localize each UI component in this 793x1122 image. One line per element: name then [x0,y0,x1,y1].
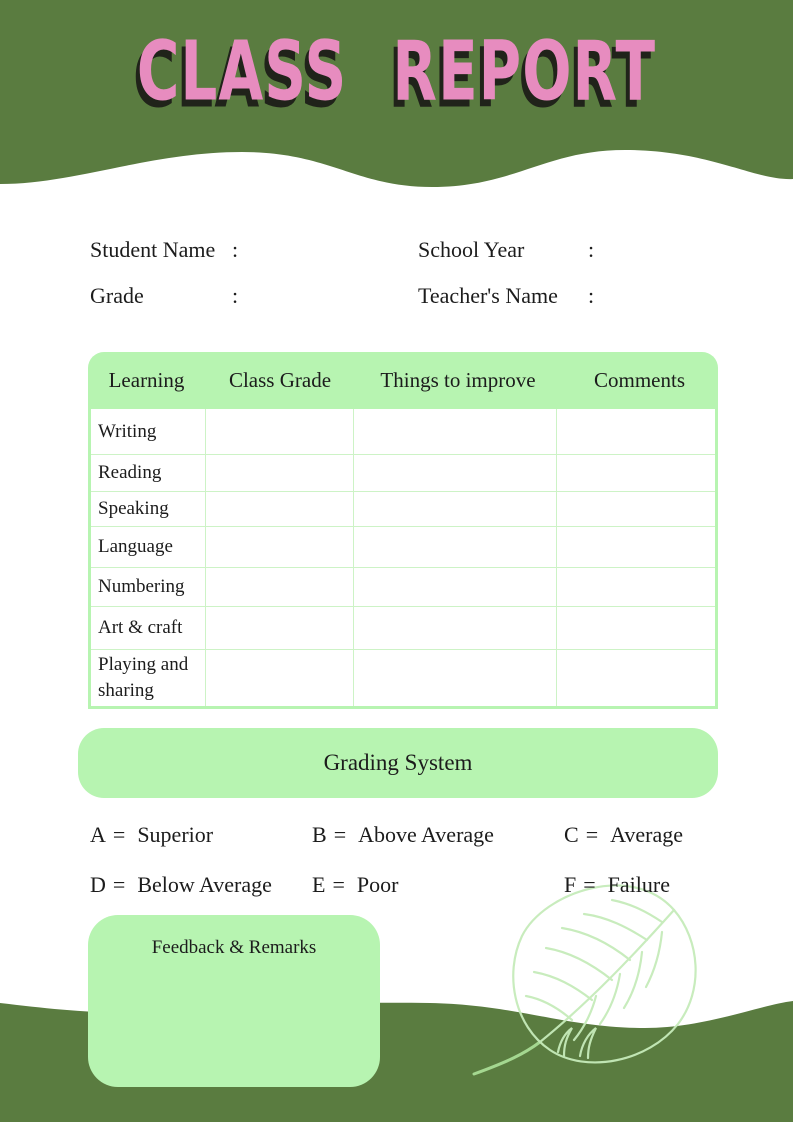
student-name-row [90,233,418,263]
table-row-writing [91,409,715,454]
legend-entry-c [564,822,718,848]
comments-cell[interactable] [556,650,715,706]
things-to-improve-cell[interactable] [353,527,556,567]
class-grade-cell[interactable] [205,568,353,606]
grade-colon: : [232,283,239,308]
column-header-things-to-improve: Things to improve [380,368,536,392]
school-year-colon: : [588,237,595,262]
table-row-reading [91,454,715,491]
equals-sign: = [112,822,126,847]
row-label: Speaking [98,498,169,520]
comments-cell[interactable] [556,607,715,649]
comments-cell[interactable] [556,455,715,491]
grade-letter: C [564,822,579,847]
student-name-colon: : [232,237,239,262]
row-label: Writing [98,420,157,442]
legend-entry-f [564,872,718,898]
grade-row [90,279,418,309]
row-label: Playing and sharing [98,654,189,701]
grading-legend [90,822,718,898]
teacher-name-colon: : [588,283,595,308]
grade-meaning: Failure [607,872,670,897]
grading-system-title: Grading System [323,750,473,775]
grade-letter: D [90,872,106,897]
equals-sign: = [112,872,126,897]
class-grade-cell[interactable] [205,650,353,706]
column-header-learning: Learning [108,368,185,392]
comments-cell[interactable] [556,492,715,526]
grade-label: Grade [90,283,144,308]
grade-value[interactable] [238,279,418,303]
things-to-improve-cell[interactable] [353,492,556,526]
student-name-label: Student Name [90,237,216,262]
class-grade-cell[interactable] [205,455,353,491]
things-to-improve-cell[interactable] [353,607,556,649]
table-row-speaking [91,491,715,526]
comments-cell[interactable] [556,568,715,606]
legend-entry-e [312,872,564,898]
class-grade-cell[interactable] [205,492,353,526]
row-label: Art & craft [98,617,183,639]
column-header-class-grade: Class Grade [228,368,332,392]
feedback-remarks-title: Feedback & Remarks [151,937,317,958]
report-table-body [88,409,718,709]
teacher-name-row [418,279,710,309]
school-year-value[interactable] [594,233,710,257]
class-grade-cell[interactable] [205,527,353,567]
grade-meaning: Poor [356,872,399,897]
comments-cell[interactable] [556,409,715,454]
table-row-language [91,526,715,567]
grade-meaning: Superior [137,822,214,847]
legend-entry-a [90,822,312,848]
student-info-section [90,233,710,309]
teacher-name-label: Teacher's Name [418,283,558,308]
report-table-header [88,352,718,409]
student-name-value[interactable] [238,233,418,257]
grade-letter: F [564,872,577,897]
things-to-improve-cell[interactable] [353,409,556,454]
row-label: Language [98,536,173,558]
grade-meaning: Below Average [137,872,272,897]
things-to-improve-cell[interactable] [353,650,556,706]
legend-entry-d [90,872,312,898]
grading-system-banner [78,728,718,798]
class-grade-cell[interactable] [205,409,353,454]
equals-sign: = [332,872,345,897]
things-to-improve-cell[interactable] [353,568,556,606]
equals-sign: = [583,872,596,897]
grade-meaning: Above Average [358,822,494,847]
column-header-comments: Comments [593,368,685,392]
things-to-improve-cell[interactable] [353,455,556,491]
school-year-row [418,233,710,263]
feedback-remarks-box[interactable] [88,915,380,1087]
row-label: Numbering [98,576,185,598]
class-grade-cell[interactable] [205,607,353,649]
grade-meaning: Average [610,822,683,847]
page-title: CLASS REPORT [136,22,657,120]
equals-sign: = [333,822,347,847]
table-row-playing-sharing [91,649,715,706]
grade-letter: A [90,822,106,847]
table-row-numbering [91,567,715,606]
grade-letter: E [312,872,326,897]
row-label: Reading [98,462,162,484]
grade-letter: B [312,822,327,847]
equals-sign: = [585,822,599,847]
school-year-label: School Year [418,237,525,262]
table-row-art-craft [91,606,715,649]
legend-entry-b [312,822,564,848]
comments-cell[interactable] [556,527,715,567]
teacher-name-value[interactable] [594,279,710,303]
